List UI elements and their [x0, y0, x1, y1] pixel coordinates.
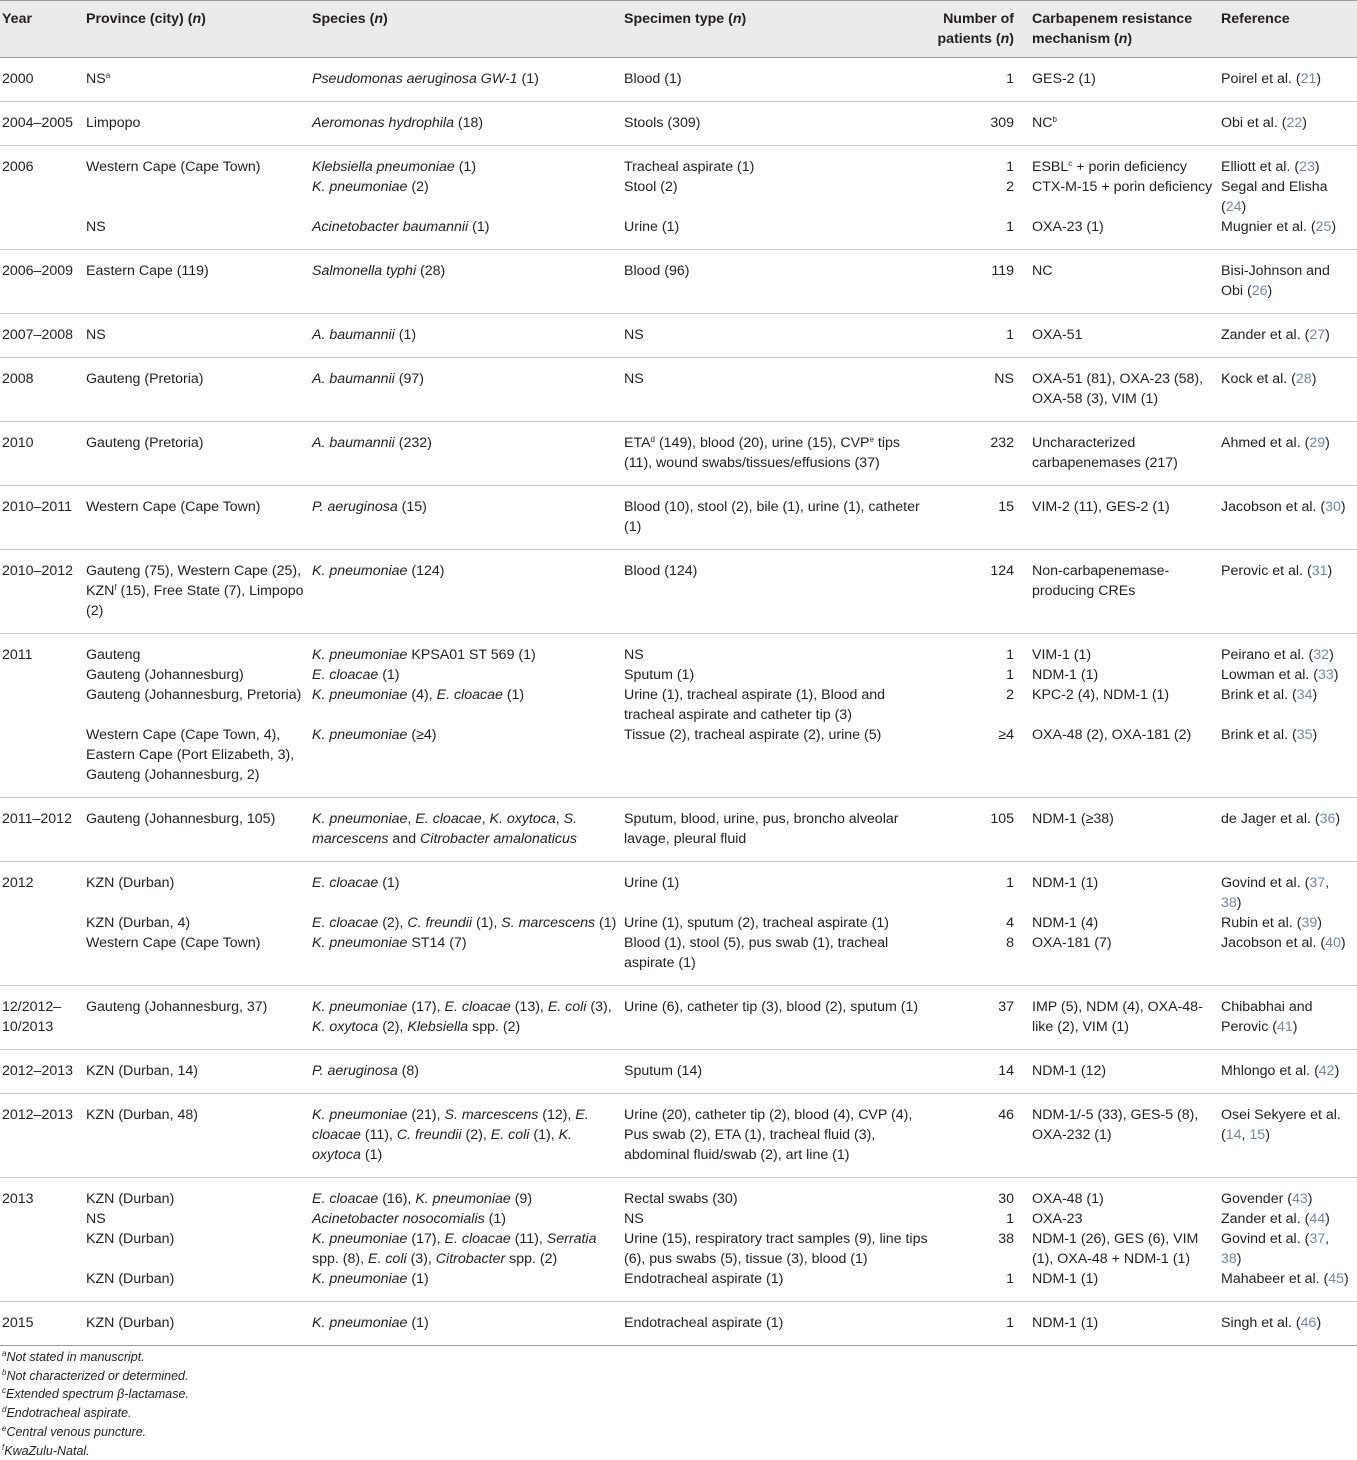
cell-year — [0, 1209, 86, 1229]
cell-year — [0, 665, 86, 685]
cell-mechanism: IMP (5), NDM (4), OXA-48-like (2), VIM (1) — [1032, 986, 1221, 1050]
reference-link[interactable]: 31 — [1311, 563, 1328, 579]
cell-number-of-patients: 30 — [932, 1178, 1032, 1210]
cell-reference: Singh et al. (46) — [1221, 1302, 1357, 1346]
cell-number-of-patients: 2 — [1006, 687, 1014, 703]
cell-year: 2010 — [0, 422, 86, 486]
cell-number-of-patients: 105 — [932, 798, 1032, 862]
reference-link[interactable]: 38 — [1221, 1251, 1237, 1267]
table-row — [0, 913, 1357, 933]
cell-year: 12/2012–10/2013 — [0, 986, 86, 1050]
cell-number-of-patients: 2 — [1006, 179, 1014, 195]
cell-province: KZN (Durban) — [86, 862, 312, 914]
cell-reference: Jacobson et al. (40) — [1221, 935, 1346, 951]
cell-species: K. pneumoniae (17), E. cloacae (13), E. coli (3), K. oxytoca (2), Klebsiella spp. (2) — [312, 986, 624, 1050]
reference-link[interactable]: 41 — [1276, 1019, 1293, 1035]
cell-year — [0, 913, 86, 933]
cell-species: K. pneumoniae (1) — [312, 1271, 429, 1287]
table-row — [0, 862, 1357, 914]
cell-species: P. aeruginosa (15) — [312, 486, 624, 550]
cell-mechanism: OXA-48 (2), OXA-181 (2) — [1032, 727, 1192, 743]
cell-specimen-type: Blood (1) — [624, 71, 682, 87]
cell-number-of-patients: ≥4 — [998, 727, 1014, 743]
cell-mechanism: OXA-51 (81), OXA-23 (58), OXA-58 (3), VIM (1) — [1032, 358, 1221, 422]
reference-link[interactable]: 44 — [1309, 1211, 1326, 1227]
reference-link[interactable]: 15 — [1249, 1127, 1266, 1143]
cell-year: 2010–2012 — [0, 550, 86, 634]
cell-number-of-patients: 37 — [932, 986, 1032, 1050]
table-row — [0, 685, 1357, 725]
cell-specimen-type: NS — [624, 634, 932, 666]
reference-link[interactable]: 40 — [1325, 935, 1341, 951]
cell-year: 2006–2009 — [0, 250, 86, 314]
cell-mechanism: VIM-2 (11), GES-2 (1) — [1032, 486, 1221, 550]
cell-number-of-patients: 1 — [1006, 71, 1014, 87]
cell-year: 2015 — [0, 1302, 86, 1346]
cell-reference: Obi et al. (22) — [1221, 102, 1357, 146]
cell-number-of-patients: 1 — [1006, 219, 1014, 235]
cell-number-of-patients: 14 — [932, 1050, 1032, 1094]
reference-link[interactable]: 28 — [1295, 371, 1312, 387]
footnote: $^f$KwaZulu-Natal. — [2, 1442, 90, 1458]
cell-year: 2012 — [0, 862, 86, 914]
cell-specimen-type: Urine (1) — [624, 219, 680, 235]
cell-species: Klebsiella pneumoniae (1) — [312, 146, 624, 178]
reference-link[interactable]: 23 — [1299, 159, 1315, 175]
cell-mechanism: OXA-51 — [1032, 314, 1221, 358]
cell-mechanism: NDM-1 (1) — [1032, 1302, 1221, 1346]
cell-reference: Brink et al. (34) — [1221, 687, 1318, 703]
cell-specimen-type: Stools (309) — [624, 102, 932, 146]
table-row — [0, 177, 1357, 217]
cell-province: Gauteng (Johannesburg, Pretoria) — [86, 687, 302, 703]
cell-province: KZN (Durban, 48) — [86, 1094, 312, 1178]
cell-specimen-type: NS — [624, 314, 932, 358]
cell-province: Gauteng (Pretoria) — [86, 358, 312, 422]
table-row — [0, 1209, 1357, 1229]
cell-species: K. pneumoniae ST14 (7) — [312, 935, 467, 951]
cell-species: Salmonella typhi (28) — [312, 250, 624, 314]
cell-mechanism: OXA-181 (7) — [1032, 935, 1112, 951]
cell-species: K. pneumoniae KPSA01 ST 569 (1) — [312, 634, 624, 666]
cell-species: K. pneumoniae (124) — [312, 550, 624, 634]
cell-species: A. baumannii (97) — [312, 358, 624, 422]
header-number-of-patients: Number of patients (n) — [932, 1, 1032, 58]
reference-link[interactable]: 30 — [1325, 499, 1341, 515]
cell-number-of-patients: 124 — [932, 550, 1032, 634]
table-row — [0, 1094, 1357, 1178]
cell-specimen-type: Stool (2) — [624, 179, 678, 195]
cell-species: A. baumannii (232) — [312, 422, 624, 486]
cell-province: KZN (Durban) — [86, 1302, 312, 1346]
reference-link[interactable]: 25 — [1315, 219, 1332, 235]
cell-species: Acinetobacter nosocomialis (1) — [312, 1211, 506, 1227]
table-row — [0, 986, 1357, 1050]
table-row — [0, 422, 1357, 486]
cell-province: Gauteng (Pretoria) — [86, 422, 312, 486]
cell-year — [0, 685, 86, 725]
cell-reference: Segal and Elisha (24) — [1221, 179, 1328, 215]
cell-mechanism: OXA-23 — [1032, 1211, 1083, 1227]
cell-mechanism: OXA-23 (1) — [1032, 219, 1104, 235]
table-row — [0, 102, 1357, 146]
cell-specimen-type: Sputum, blood, urine, pus, broncho alveolar lavage, pleural fluid — [624, 798, 932, 862]
cell-specimen-type: Urine (6), catheter tip (3), blood (2), sputum (1) — [624, 986, 932, 1050]
cell-specimen-type: Rectal swabs (30) — [624, 1178, 932, 1210]
cell-species: E. cloacae (1) — [312, 667, 400, 683]
table-row — [0, 933, 1357, 986]
cell-number-of-patients: 4 — [1006, 915, 1014, 931]
reference-link[interactable]: 26 — [1251, 283, 1268, 299]
header-specimen-type: Specimen type (n) — [624, 1, 932, 58]
cell-year: 2006 — [0, 146, 86, 178]
cell-reference: Poirel et al. (21) — [1221, 71, 1322, 87]
cell-species: K. pneumoniae (21), S. marcescens (12), E. cloacae (11), C. freundii (2), E. coli (1), K. oxytoca (1) — [312, 1094, 624, 1178]
cell-specimen-type: NS — [624, 358, 932, 422]
cell-reference: Rubin et al. (39) — [1221, 915, 1322, 931]
header-species: Species (n) — [312, 1, 624, 58]
table-row — [0, 314, 1357, 358]
cell-number-of-patients: 1 — [932, 634, 1032, 666]
cell-species: K. pneumoniae (4), E. cloacae (1) — [312, 687, 525, 703]
table-row — [0, 665, 1357, 685]
cell-province: KZN (Durban) — [86, 1271, 175, 1287]
header-mechanism: Carbapenem resistance mechanism (n) — [1032, 1, 1221, 58]
cell-year: 2011 — [0, 634, 86, 666]
cell-year: 2007–2008 — [0, 314, 86, 358]
cell-mechanism: Uncharacterized carbapenemases (217) — [1032, 422, 1221, 486]
cell-reference: Jacobson et al. (30) — [1221, 486, 1357, 550]
cell-reference: Mahabeer et al. (45) — [1221, 1271, 1349, 1287]
reference-link[interactable]: 36 — [1319, 811, 1336, 827]
cell-reference: Brink et al. (35) — [1221, 727, 1318, 743]
reference-link[interactable]: 22 — [1286, 115, 1303, 131]
cell-specimen-type: NS — [624, 1211, 644, 1227]
cell-year: 2013 — [0, 1178, 86, 1210]
table-row — [0, 1269, 1357, 1302]
cell-mechanism: NDM-1 (1) — [1032, 667, 1099, 683]
cell-number-of-patients: 119 — [932, 250, 1032, 314]
reference-link[interactable]: 27 — [1309, 327, 1326, 343]
reference-link[interactable]: 38 — [1221, 895, 1237, 911]
footnote: $^d$Endotracheal aspirate. — [2, 1405, 132, 1421]
cell-mechanism: OXA-48 (1) — [1032, 1178, 1221, 1210]
cell-mechanism: Non-carbapenemase-producing CREs — [1032, 550, 1221, 634]
cell-species: Pseudomonas aeruginosa GW-1 (1) — [312, 71, 539, 87]
reference-link[interactable]: 46 — [1300, 1315, 1317, 1331]
header-year: Year — [0, 1, 86, 58]
cell-mechanism: KPC-2 (4), NDM-1 (1) — [1032, 687, 1170, 703]
cell-province: Western Cape (Cape Town, 4), Eastern Cape (Port Elizabeth, 3), Gauteng (Johannesburg, 2) — [86, 727, 295, 783]
cell-year — [0, 177, 86, 217]
reference-link[interactable]: 37 — [1309, 875, 1326, 891]
cell-specimen-type: Endotracheal aspirate (1) — [624, 1302, 932, 1346]
cell-year: 2008 — [0, 358, 86, 422]
reference-link[interactable]: 24 — [1225, 199, 1242, 215]
table-row — [0, 550, 1357, 634]
table-row — [0, 486, 1357, 550]
cell-mechanism: VIM-1 (1) — [1032, 634, 1221, 666]
reference-link[interactable]: 32 — [1313, 647, 1330, 663]
cell-reference: Mhlongo et al. (42) — [1221, 1050, 1357, 1094]
cell-mechanism: $ESBL^c$ + porin deficiency — [1032, 146, 1221, 178]
cell-number-of-patients: 1 — [1006, 1211, 1014, 1227]
cell-year — [0, 1269, 86, 1302]
cell-number-of-patients: 1 — [932, 1302, 1032, 1346]
table-row — [0, 146, 1357, 178]
cell-species: K. pneumoniae (17), E. cloacae (11), Serratia spp. (8), E. coli (3), Citrobacter spp. (2) — [312, 1231, 597, 1267]
table-row — [0, 798, 1357, 862]
cell-number-of-patients: 1 — [1006, 1271, 1014, 1287]
cell-province: Eastern Cape (119) — [86, 250, 312, 314]
cell-reference: Elliott et al. (23) — [1221, 146, 1357, 178]
cell-province: KZN (Durban) — [86, 1178, 312, 1210]
cell-reference: Govind et al. (37, 38) — [1221, 862, 1357, 914]
cell-year: 2012–2013 — [0, 1094, 86, 1178]
reference-link[interactable]: 14 — [1225, 1127, 1242, 1143]
reference-link[interactable]: 37 — [1309, 1231, 1326, 1247]
cell-province: NS — [86, 314, 312, 358]
cell-province — [86, 177, 312, 217]
cell-number-of-patients: 8 — [1006, 935, 1014, 951]
cell-species: Acinetobacter baumannii (1) — [312, 219, 490, 235]
table-row — [0, 634, 1357, 666]
cell-specimen-type: Urine (15), respiratory tract samples (9), line tips (6), pus swabs (5), tissue (3), blood (1) — [624, 1231, 928, 1267]
cell-reference: Govender (43) — [1221, 1178, 1357, 1210]
cell-species: A. baumannii (1) — [312, 314, 624, 358]
cell-province: Limpopo — [86, 102, 312, 146]
cell-year: 2000 — [2, 71, 34, 87]
cell-number-of-patients: 1 — [932, 314, 1032, 358]
reference-link[interactable]: 21 — [1300, 71, 1317, 87]
table-row — [0, 1178, 1357, 1210]
table-row — [0, 1050, 1357, 1094]
cell-number-of-patients: NS — [932, 358, 1032, 422]
table-row — [0, 358, 1357, 422]
cell-species: E. cloacae (1) — [312, 862, 624, 914]
cell-mechanism: NDM-1 (1) — [1032, 862, 1221, 914]
cell-mechanism: GES-2 (1) — [1032, 71, 1096, 87]
cell-reference: de Jager et al. (36) — [1221, 798, 1357, 862]
cell-province: KZN (Durban) — [86, 1231, 175, 1247]
cell-mechanism: NDM-1 (1) — [1032, 1271, 1099, 1287]
cell-species: P. aeruginosa (8) — [312, 1050, 624, 1094]
cell-mechanism: NDM-1 (≥38) — [1032, 798, 1221, 862]
cell-province: KZN (Durban, 4) — [86, 915, 191, 931]
cell-specimen-type: Urine (1), sputum (2), tracheal aspirate (1) — [624, 915, 889, 931]
cell-number-of-patients: 1 — [932, 862, 1032, 914]
cell-number-of-patients: 46 — [932, 1094, 1032, 1178]
table-row — [0, 1302, 1357, 1346]
cell-specimen-type: Tracheal aspirate (1) — [624, 146, 932, 178]
cell-number-of-patients: 232 — [932, 422, 1032, 486]
footnote: $^a$Not stated in manuscript. — [2, 1349, 145, 1364]
cell-specimen-type: Blood (124) — [624, 550, 932, 634]
table-row — [0, 58, 1357, 102]
cell-specimen-type: ETA$^d$ (149), blood (20), urine (15), CVP$^e$ tips (11), wound swabs/tissues/effusions (37) — [624, 422, 932, 486]
reference-link[interactable]: 39 — [1301, 915, 1318, 931]
cell-reference: Govind et al. (37, 38) — [1221, 1231, 1330, 1267]
cell-reference: Ahmed et al. (29) — [1221, 422, 1357, 486]
cell-species: K. pneumoniae, E. cloacae, K. oxytoca, S. marcescens and Citrobacter amalonaticus — [312, 798, 624, 862]
cell-specimen-type: Urine (1) — [624, 862, 932, 914]
cell-mechanism: NDM-1 (12) — [1032, 1050, 1221, 1094]
reference-link[interactable]: 34 — [1296, 687, 1313, 703]
cell-number-of-patients: 15 — [932, 486, 1032, 550]
cell-reference: Kock et al. (28) — [1221, 358, 1357, 422]
cell-specimen-type: Urine (20), catheter tip (2), blood (4), CVP (4), Pus swab (2), ETA (1), tracheal fluid (3), abdominal fluid/swab (2), art line (1) — [624, 1094, 932, 1178]
cell-species: E. cloacae (2), C. freundii (1), S. marcescens (1) — [312, 915, 617, 931]
cell-species: K. pneumoniae (2) — [312, 179, 429, 195]
header-reference: Reference — [1221, 1, 1357, 58]
cell-specimen-type: Blood (1), stool (5), pus swab (1), tracheal aspirate (1) — [624, 935, 889, 971]
cell-province: Western Cape (Cape Town) — [86, 935, 261, 951]
footnote: $^e$Central venous puncture. — [2, 1423, 147, 1439]
cell-province: Gauteng (Johannesburg, 37) — [86, 986, 312, 1050]
cell-species: K. pneumoniae (≥4) — [312, 727, 437, 743]
cell-year: 2012–2013 — [0, 1050, 86, 1094]
table-row — [0, 250, 1357, 314]
cell-number-of-patients: 309 — [932, 102, 1032, 146]
cell-species: Aeromonas hydrophila (18) — [312, 102, 624, 146]
cell-mechanism: NC — [1032, 250, 1221, 314]
cell-year — [0, 933, 86, 986]
cell-number-of-patients: 1 — [932, 146, 1032, 178]
cell-year: 2011–2012 — [0, 798, 86, 862]
cell-specimen-type: Sputum (1) — [624, 667, 695, 683]
reference-link[interactable]: 33 — [1318, 667, 1334, 683]
cell-specimen-type: Blood (96) — [624, 250, 932, 314]
cell-specimen-type: Sputum (14) — [624, 1050, 932, 1094]
cell-reference: Zander et al. (27) — [1221, 314, 1357, 358]
cell-specimen-type: Endotracheal aspirate (1) — [624, 1271, 784, 1287]
footnote: $^c$Extended spectrum β-lactamase. — [2, 1386, 189, 1402]
cell-year — [0, 217, 86, 250]
cell-year: 2004–2005 — [0, 102, 86, 146]
cell-reference: Mugnier et al. (25) — [1221, 219, 1337, 235]
cell-specimen-type: Blood (10), stool (2), bile (1), urine (1), catheter (1) — [624, 486, 932, 550]
cell-mechanism: NDM-1 (4) — [1032, 915, 1099, 931]
cell-province: Gauteng — [86, 634, 312, 666]
cell-province: Gauteng (Johannesburg) — [86, 667, 244, 683]
cell-province: KZN (Durban, 14) — [86, 1050, 312, 1094]
cell-province: Gauteng (Johannesburg, 105) — [86, 798, 312, 862]
cell-mechanism: CTX-M-15 + porin deficiency — [1032, 179, 1213, 195]
reference-link[interactable]: 42 — [1318, 1063, 1335, 1079]
cell-mechanism: $NC^b$ — [1032, 102, 1221, 146]
cell-species: K. pneumoniae (1) — [312, 1302, 624, 1346]
cell-reference: Zander et al. (44) — [1221, 1211, 1330, 1227]
cell-year — [0, 1229, 86, 1269]
table-row — [0, 725, 1357, 798]
cell-reference: Perovic et al. (31) — [1221, 550, 1357, 634]
cell-year: 2010–2011 — [0, 486, 86, 550]
cell-province: $NS^a$ — [86, 71, 111, 87]
cell-number-of-patients: 1 — [1006, 667, 1014, 683]
table-row — [0, 1229, 1357, 1269]
footnote: $^b$Not characterized or determined. — [2, 1367, 189, 1383]
reference-link[interactable]: 35 — [1296, 727, 1313, 743]
footnotes — [0, 1346, 1357, 1460]
cell-species: E. cloacae (16), K. pneumoniae (9) — [312, 1178, 624, 1210]
cell-number-of-patients: 38 — [998, 1231, 1014, 1247]
reference-link[interactable]: 43 — [1291, 1191, 1308, 1207]
cell-province: Western Cape (Cape Town) — [86, 486, 312, 550]
cell-province: Western Cape (Cape Town) — [86, 146, 312, 178]
cell-province: NS — [86, 1211, 106, 1227]
cell-reference: Peirano et al. (32) — [1221, 634, 1357, 666]
cell-province: Gauteng (75), Western Cape (25), KZN$^f$ (15), Free State (7), Limpopo (2) — [86, 550, 312, 634]
cell-reference: Lowman et al. (33) — [1221, 667, 1339, 683]
reference-link[interactable]: 29 — [1309, 435, 1326, 451]
header-row — [0, 1, 1357, 58]
cell-reference: Osei Sekyere et al. (14, 15) — [1221, 1094, 1357, 1178]
reference-link[interactable]: 45 — [1328, 1271, 1345, 1287]
cell-reference: Bisi-Johnson and Obi (26) — [1221, 250, 1357, 314]
cell-mechanism: NDM-1 (26), GES (6), VIM (1), OXA-48 + NDM-1 (1) — [1032, 1231, 1199, 1267]
cell-year — [0, 725, 86, 798]
header-province: Province (city) (n) — [86, 1, 312, 58]
cell-specimen-type: Urine (1), tracheal aspirate (1), Blood and tracheal aspirate and catheter tip (3) — [624, 687, 886, 723]
cell-province: NS — [86, 219, 106, 235]
cell-mechanism: NDM-1/-5 (33), GES-5 (8), OXA-232 (1) — [1032, 1094, 1221, 1178]
cell-reference: Chibabhai and Perovic (41) — [1221, 986, 1357, 1050]
table-row — [0, 217, 1357, 250]
cell-specimen-type: Tissue (2), tracheal aspirate (2), urine (5) — [624, 727, 882, 743]
